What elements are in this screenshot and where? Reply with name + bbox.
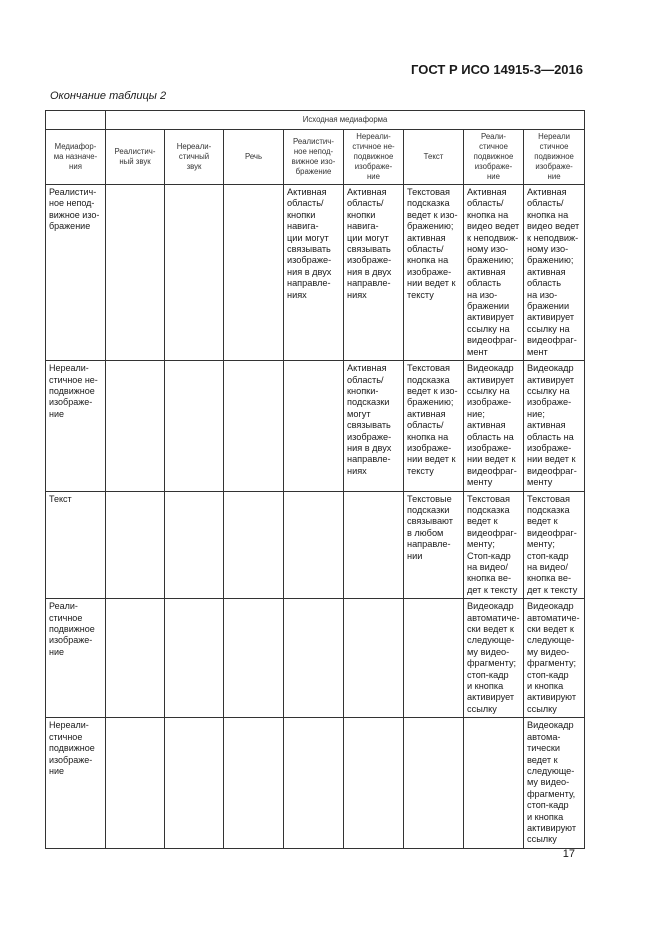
column-header-text: Реали- стичное подвижное изображе- ние [473,132,514,181]
column-header [524,130,585,185]
table-cell [224,491,284,599]
table-cell [165,361,224,491]
column-header [224,130,284,185]
table-cell [464,718,524,848]
table-cell [165,491,224,599]
column-header [165,130,224,185]
row-label: Нереали- стичное подвижное изображе- ние [46,718,106,848]
table-cell [106,718,165,848]
column-header-text: Реалистич- ный звук [114,147,156,166]
table-cell: Видеокадр автоматиче- ски ведет к следующе- му видео- фрагменту; стоп-кадр и кнопка активируют ссылку [524,599,585,718]
table-cell: Текстовая подсказка ведет к видеофраг- менту; стоп-кадр на видео/ кнопка ве- дет к тексту [524,491,585,599]
table-corner [46,111,106,130]
table-cell: Текстовая подсказка ведет к изо- бражению; активная область/ кнопка на изображе- нии ведет к тексту [404,185,464,361]
table-row [46,718,585,848]
table-row [46,491,585,599]
table-cell [224,361,284,491]
table-cell: Текстовая подсказка ведет к видеофраг- менту; Стоп-кадр на видео/ кнопка ве- дет к тексту [464,491,524,599]
table-cell: Видеокадр активирует ссылку на изображе- ние; активная область на изображе- нии ведет к видеофраг- менту [524,361,585,491]
table-cell: Активная область/ кнопки навига- ции могут связывать изображе- ния в двух направле- ниях [284,185,344,361]
column-header-text: Текст [423,152,444,161]
table-row [46,599,585,718]
column-header [404,130,464,185]
table-cell [165,599,224,718]
table-cell: Активная область/ кнопки- подсказки могут связывать изображе- ния в двух направле- ниях [344,361,404,491]
standard-header: ГОСТ Р ИСО 14915-3—2016 [411,62,583,77]
table-cell: Видеокадр активирует ссылку на изображе- ние; активная область на изображе- нии ведет к видеофраг- менту [464,361,524,491]
page-number: 17 [562,848,575,860]
table-cell [344,599,404,718]
table-cell [106,361,165,491]
table-cell [224,599,284,718]
table-cell [344,491,404,599]
table-caption: Окончание таблицы 2 [50,90,167,102]
table-cell [284,718,344,848]
table-cell: Видеокадр автома- тически ведет к следующе- му видео- фрагменту, стоп-кадр и кнопка активируют ссылку [524,718,585,848]
column-header [46,130,106,185]
table-cell: Активная область/ кнопки навига- ции могут связывать изображе- ния в двух направле- ниях [344,185,404,361]
table-cell [224,185,284,361]
table-cell [404,718,464,848]
column-header-text: Нереали- стичное не- подвижное изображе- ние [352,132,395,181]
table-cell [224,718,284,848]
table-cell: Активная область/ кнопка на видео ведет к неподвиж- ному изо- бражению; активная область на изо- бражении активирует ссылку на видеофраг- мент [524,185,585,361]
table-cell: Текстовая подсказка ведет к изо- бражению; активная область/ кнопка на изображе- нии ведет к тексту [404,361,464,491]
table-cell [106,185,165,361]
table-cell [284,491,344,599]
column-header-text: Реалистич- ное непод- вижное изо- бражение [291,137,336,176]
table-cell [284,599,344,718]
table-cell [344,718,404,848]
table-cell: Текстовые подсказки связывают в любом направле- нии [404,491,464,599]
column-header [464,130,524,185]
table-cell: Активная область/ кнопка на видео ведет к неподвиж- ному изо- бражению; активная область на изо- бражении активирует ссылку на видеофраг- мент [464,185,524,361]
row-label: Реали- стичное подвижное изображе- ние [46,599,106,718]
row-label: Текст [46,491,106,599]
column-header [106,130,165,185]
column-header-text: Нереали стичное подвижное изображе- ние [534,132,574,181]
table-cell [165,718,224,848]
table-cell [284,361,344,491]
group-header: Исходная медиаформа [106,111,585,130]
table-cell [165,185,224,361]
row-label: Реалистич- ное непод- вижное изо- бражение [46,185,106,361]
media-links-table [45,110,585,849]
row-label: Нереали- стичное не- подвижное изображе- ние [46,361,106,491]
table-cell [106,599,165,718]
column-header-text: Нереали- стичный звук [176,142,212,171]
table-row [46,361,585,491]
table-cell [404,599,464,718]
column-header-text: Медиафор- ма назначе- ния [53,142,98,171]
column-header [284,130,344,185]
column-header [344,130,404,185]
column-header-text: Речь [244,152,263,161]
table-cell [106,491,165,599]
table-cell: Видеокадр автоматиче- ски ведет к следующе- му видео- фрагменту; стоп-кадр и кнопка активирует ссылку [464,599,524,718]
table-row [46,185,585,361]
